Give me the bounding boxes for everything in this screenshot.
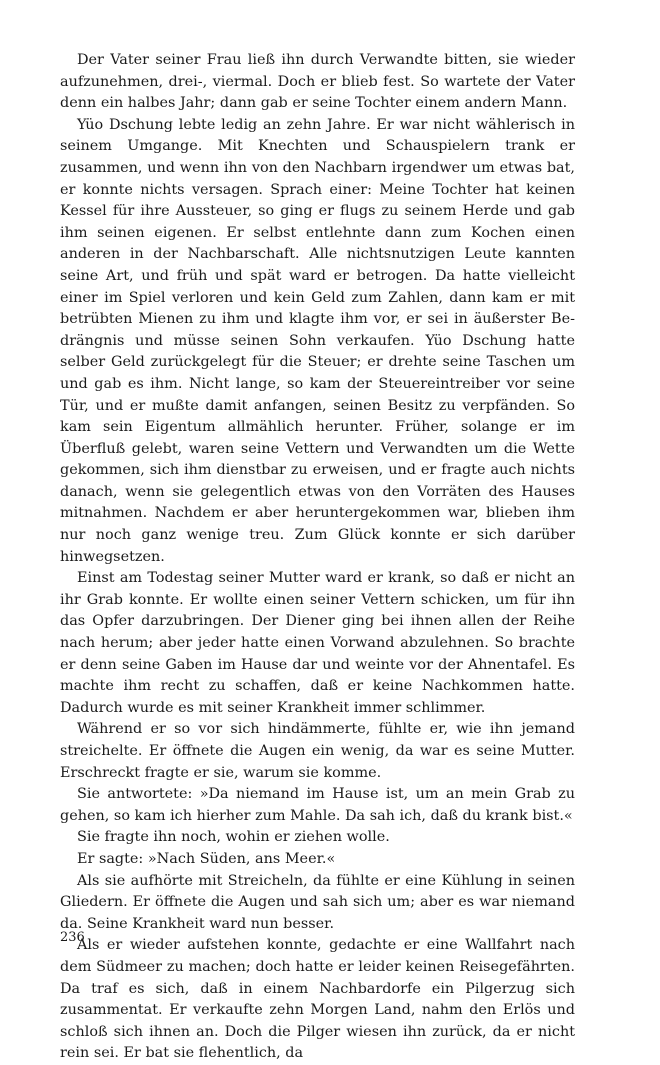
paragraph: Als sie aufhörte mit Streicheln, da fühlte er eine Kühlung in seinen Gliedern. Er öffnete die Augen und sah sich um; aber es war niemand da. Seine Krankheit ward nun besser. — [60, 872, 575, 932]
body-text — [60, 50, 575, 1065]
paragraph: Sie fragte ihn noch, wohin er ziehen wolle. — [77, 829, 390, 846]
paragraph: Einst am Todestag seiner Mutter ward er krank, so daß er nicht an ihr Grab konnte. Er wollte einen seiner Vettern schicken, um für ihn das Opfer darzubringen. Der Diener ging bei ihnen allen der Reihe nach herum; aber jeder hatte einen Vorwand abzulehnen. So brachte er denn seine Gaben im Hause dar und weinte vor der Ahnentafel. Es machte ihm recht zu schaffen, daß er keine Nachkommen hatte. Dadurch wurde es mit seiner Krankheit immer schlimmer. — [60, 570, 575, 716]
page-number: 236 — [60, 930, 85, 945]
paragraph: Als er wieder aufstehen konnte, gedachte er eine Wallfahrt nach dem Südmeer zu machen; doch hatte er leider keinen Reisegefährten. Da traf es sich, daß in einem Nachbardorfe ein Pilgerzug sich zusammentat. Er verkaufte zehn Morgen Land, nahm den Erlös und schloß sich ihnen an. Doch die Pilger wiesen ihn zurück, da er nicht rein sei. Er bat sie flehentlich, da — [60, 937, 575, 1062]
paragraph: Yüo Dschung lebte ledig an zehn Jahre. Er war nicht wählerisch in seinem Umgange. Mit Knechten und Schauspielern trank er zusammen, und wenn ihn von den Nachbarn irgendwer um etwas bat, er konnte nichts versagen. Sprach einer: Meine Tochter hat keinen Kessel für ihre Aussteuer, so ging er flugs zu seinem Herde und gab ihm seinen eigenen. Er selbst entlehnte dann zum Kochen einen anderen in der Nachbarschaft. Alle nichtsnutzigen Leute kannten seine Art, und früh und spät ward er betrogen. Da hatte vielleicht einer im Spiel verloren und kein Geld zum Zahlen, dann kam er mit betrübten Mienen zu ihm und klagte ihm vor, er sei in äußerster Bedrängnis und müsse seinen Sohn verkaufen. Yüo Dschung hatte selber Geld zurückgelegt für die Steuer; er drehte seine Taschen um und gab es ihm. Nicht lange, so kam der Steuereintreiber vor seine Tür, und er mußte damit anfangen, seinen Besitz zu verpfänden. So kam sein Eigentum allmählich herunter. Früher, solange er im Überfluß gelebt, waren seine Vettern und Verwandten um die Wette gekommen, sich ihm dienstbar zu erweisen, und er fragte auch nichts danach, wenn sie gelegentlich etwas von den Vorräten des Hauses mitnahmen. Nachdem er aber heruntergekommen war, blieben ihm nur noch ganz wenige treu. Zum Glück konnte er sich darüber hinwegsetzen. — [60, 116, 575, 565]
paragraph: Der Vater seiner Frau ließ ihn durch Verwandte bitten, sie wieder aufzunehmen, drei-, viermal. Doch er blieb fest. So wartete der Vater denn ein halbes Jahr; dann gab er seine Tochter einem andern Mann. — [60, 52, 575, 112]
paragraph: Während er so vor sich hindämmerte, fühlte er, wie ihn jemand streichelte. Er öffnete die Augen ein wenig, da war es seine Mutter. Erschreckt fragte er sie, warum sie komme. — [60, 721, 575, 781]
paragraph: Er sagte: »Nach Süden, ans Meer.« — [77, 850, 336, 867]
paragraph: Sie antwortete: »Da niemand im Hause ist, um an mein Grab zu gehen, so kam ich hierher zum Mahle. Da sah ich, daß du krank bist.« — [60, 786, 575, 824]
